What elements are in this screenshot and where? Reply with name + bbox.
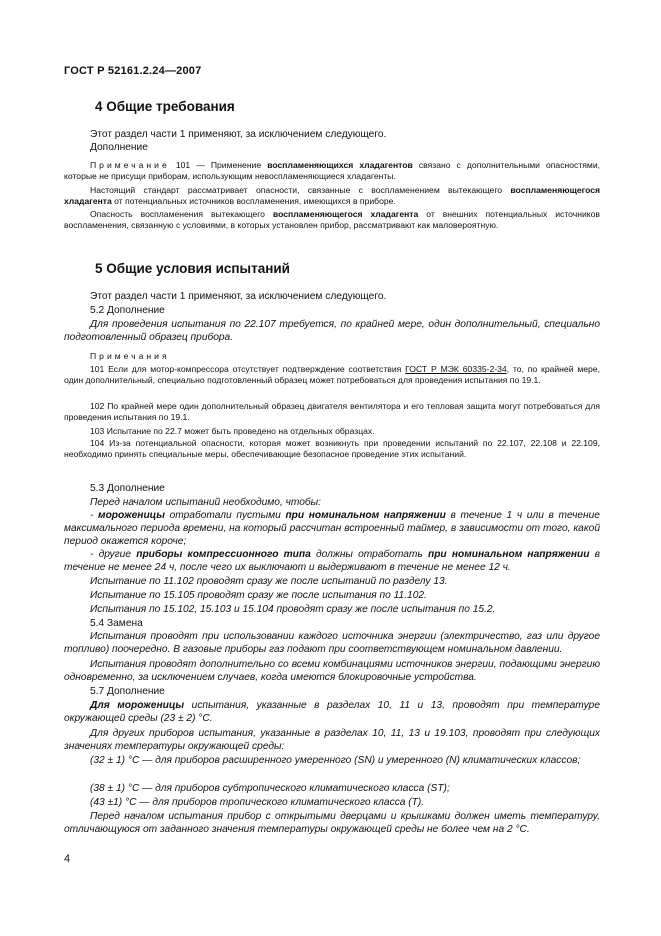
clause-5-3-line: Испытание по 11.102 проводят сразу же после испытаний по разделу 13. xyxy=(90,576,448,587)
term: при номинальном напряжении xyxy=(427,549,590,560)
clause-5-2-heading: 5.2 Дополнение xyxy=(90,305,165,316)
text: от потенциальных источников воспламенения, имеющихся в приборе. xyxy=(111,196,396,206)
note-term: воспламеняющихся хладагентов xyxy=(267,160,413,170)
term: приборы компрессионного типа xyxy=(136,549,311,560)
section-4-title: 4 Общие требования xyxy=(95,99,235,114)
clause-5-7-text: Для других приборов испытания, указанные в разделах 10, 11, 13 и 19.103, проводят при следующих значениях температуры окружающей среды: xyxy=(64,728,600,752)
term: мороженицы xyxy=(98,510,165,521)
document-id: ГОСТ Р 52161.2.24—2007 xyxy=(64,65,202,77)
note-104: 104 Из-за потенциальной опасности, которая может возникнуть при проведении испытаний по 22.107, 22.108 и 22.109, необходимо принять специальные меры, обеспечивающие безопасное проведение этих испытаний. xyxy=(64,438,600,459)
note-103: 103 Испытание по 22.7 может быть проведено на отдельных образцах. xyxy=(90,426,375,436)
section-4-note xyxy=(64,160,600,182)
clause-5-3-item xyxy=(64,549,600,575)
text: отработали пустыми xyxy=(164,510,286,521)
note-text: связано с дополнительными опасностями, которые не присущи приборам, использующим невоспламеняющиеся хладагенты. xyxy=(64,160,601,181)
clause-5-7-item: (38 ± 1) °С — для приборов субтропического климатического класса (ST); xyxy=(90,783,450,794)
page-number: 4 xyxy=(64,853,71,865)
clause-5-7-text: Перед началом испытания прибор с открытыми дверцами и крышками должен иметь температуру, отличающуюся от заданного значения температуры окружающей среды не более чем на 2 °С. xyxy=(64,811,600,835)
section-4-paragraph xyxy=(64,185,600,207)
text: Настоящий стандарт рассматривает опасности, связанные с воспламенением вытекающего xyxy=(90,185,511,195)
text: в течение 1 ч или в течение максимального периода времени, на который рассчитан встроенный таймер, в зависимости от того, какой период окажется короче; xyxy=(64,510,600,547)
term: Для мороженицы xyxy=(90,700,185,711)
text: испытания, указанные в разделах 10, 11 и 13, проводят при температуре окружающей среды (23 ± 2) °С. xyxy=(64,700,600,724)
text: от внешних потенциальных источников воспламенения, связанную с условиями, в которых установлен прибор, рассматривают как маловероятную. xyxy=(64,209,600,230)
note-102: 102 По крайней мере один дополнительный образец двигателя вентилятора и его тепловая защита могут потребоваться для проведения испытания по 19.1. xyxy=(64,401,600,422)
clause-5-3-intro: Перед началом испытаний необходимо, чтобы: xyxy=(90,497,321,508)
text: - xyxy=(90,510,99,521)
clause-5-7-heading: 5.7 Дополнение xyxy=(90,686,165,697)
clause-5-3-item xyxy=(64,510,600,548)
text: должны отработать xyxy=(310,549,428,560)
clause-5-7-item: (32 ± 1) °С — для приборов расширенного умеренного (SN) и умеренного (N) климатических классов; xyxy=(90,755,581,766)
standard-link[interactable]: ГОСТ Р МЭК 60335-2-34 xyxy=(405,364,507,374)
term: воспламеняющегося хладагента xyxy=(64,185,600,206)
term: воспламеняющегося хладагента xyxy=(272,209,419,219)
note-text: 101 — Применение xyxy=(175,160,268,170)
section-4-paragraph xyxy=(64,209,600,231)
clause-5-4-text: Испытания проводят дополнительно со всеми комбинациями источников энергии, подающими энергию одновременно, за исключением случаев, когда имеются блокировочные устройства. xyxy=(64,659,600,683)
clause-5-7-item: (43 ±1) °С — для приборов тропического климатического класса (Т). xyxy=(90,797,425,808)
section-5-intro: Этот раздел части 1 применяют, за исключением следующего. xyxy=(90,291,387,302)
note-101 xyxy=(64,364,600,386)
clause-5-7-text xyxy=(64,700,600,726)
clause-5-4-text: Испытания проводят при использовании каждого источника энергии (электричество, газ или другое топливо) поочередно. В газовые приборы газ подают при соответствующем номинальном давлении. xyxy=(64,631,600,655)
text: 101 Если для мотор-компрессора отсутствует подтверждение соответствия xyxy=(90,364,406,374)
text: , то, по крайней мере, один дополнительный, специально подготовленный образец может потребоваться для проведения испытания по 19.1. xyxy=(64,364,600,385)
clause-5-3-line: Испытания по 15.102, 15.103 и 15.104 проводят сразу же после испытания по 15.2. xyxy=(90,604,496,615)
section-4-addition: Дополнение xyxy=(90,142,148,153)
term: при номинальном напряжении xyxy=(285,510,446,521)
text: Опасность воспламенения вытекающего xyxy=(90,209,273,219)
text: в течение не менее 24 ч, после чего их выключают и выдерживают в течение не менее 12 ч. xyxy=(64,549,600,573)
section-5-title: 5 Общие условия испытаний xyxy=(95,261,290,276)
notes-label: Примечания xyxy=(90,351,170,361)
note-label: Примечание xyxy=(90,160,170,170)
clause-5-3-heading: 5.3 Дополнение xyxy=(90,483,165,494)
clause-5-4-heading: 5.4 Замена xyxy=(90,618,143,629)
text: - другие xyxy=(90,549,137,560)
section-4-intro: Этот раздел части 1 применяют, за исключением следующего. xyxy=(90,129,387,140)
clause-5-3-line: Испытание по 15.105 проводят сразу же после испытания по 11.102. xyxy=(90,590,427,601)
clause-5-2-text: Для проведения испытания по 22.107 требуется, по крайней мере, один дополнительный, специально подготовленный образец прибора. xyxy=(64,319,600,343)
